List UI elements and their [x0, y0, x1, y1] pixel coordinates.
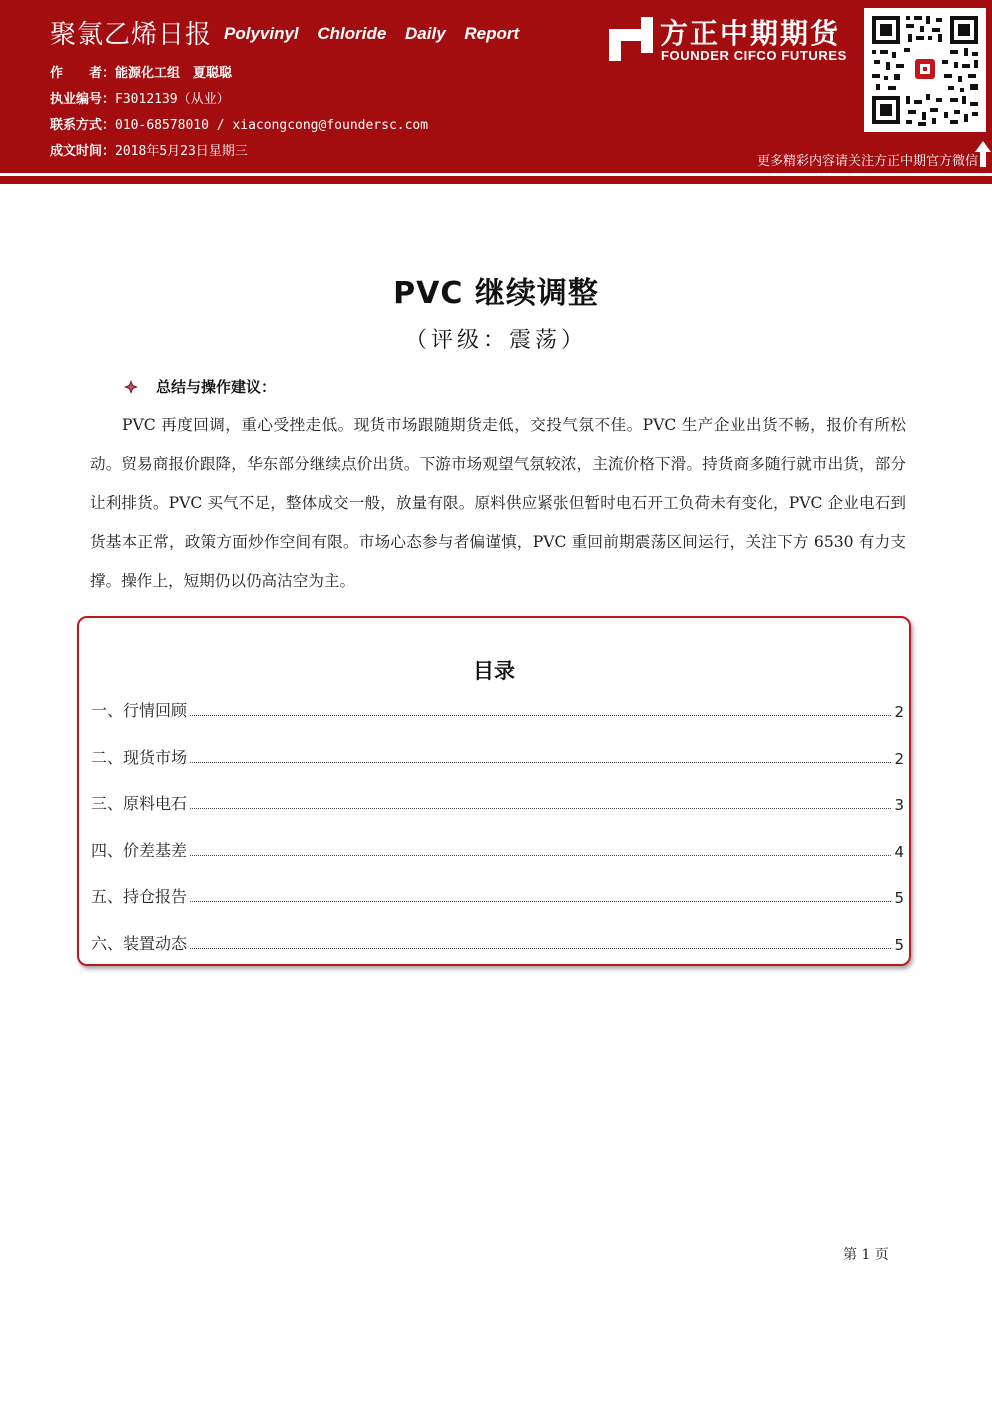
- arrow-up-icon: [974, 140, 992, 168]
- summary-paragraph: PVC 再度回调，重心受挫走低。现货市场跟随期货走低，交投气氛不佳。PVC 生产企业出货不畅，报价有所松动。贸易商报价跟降，华东部分继续点价出货。下游市场观望气氛较浓，主流价格下滑。持货商多随行就市出货，部分让利排货。PVC 买气不足，整体成交一般，放量有限。原料供应紧张但暂时电石开工负荷未有变化，PVC 企业电石到货基本正常，政策方面炒作空间有限。市场心态参与者偏谨慎，PVC 重回前期震荡区间运行，关注下方 6530 有力支撑。操作上，短期仍以仍高沽空为主。: [90, 416, 906, 590]
- toc-item-label: 六、装置动态: [91, 934, 188, 953]
- toc-item-label: 五、持仓报告: [91, 887, 188, 906]
- summary-heading-text: 总结与操作建议：: [156, 378, 277, 396]
- rating-label: （评级：震荡）: [404, 328, 587, 353]
- toc-item-page: 3: [894, 796, 904, 814]
- toc-title: 目录: [473, 659, 515, 683]
- toc-item-page: 2: [894, 750, 904, 768]
- diamond-bullet-icon: [124, 380, 138, 394]
- author-label: 作 者：: [50, 66, 116, 81]
- license-line: [50, 88, 230, 107]
- follow-wechat-text: 更多精彩内容请关注方正中期官方微信: [756, 154, 978, 169]
- founder-logo-icon: [603, 15, 653, 65]
- date-line: [50, 140, 248, 159]
- report-title-en: Polyvinyl Chloride Daily Report: [224, 24, 520, 43]
- table-of-contents: [77, 616, 911, 966]
- toc-item-label: 一、行情回顾: [91, 701, 188, 720]
- toc-item-page: 5: [894, 936, 904, 954]
- page-title: PVC 继续调整: [393, 276, 599, 311]
- license-label: 执业编号：: [50, 92, 116, 107]
- toc-item[interactable]: [91, 744, 904, 768]
- toc-item-label: 四、价差基差: [91, 841, 188, 860]
- contact-label: 联系方式：: [50, 118, 116, 133]
- toc-leader-dots: [190, 761, 891, 763]
- logo-text-en: FOUNDER CIFCO FUTURES: [661, 48, 847, 63]
- license-value: F3012139（从业）: [115, 92, 230, 107]
- logo-text-cn: 方正中期期货: [660, 17, 841, 50]
- contact-value[interactable]: 010-68578010 / xiacongcong@foundersc.com: [115, 118, 429, 133]
- toc-item[interactable]: [91, 790, 904, 814]
- author-line: [50, 62, 232, 81]
- toc-item-page: 5: [894, 889, 904, 907]
- toc-item-page: 2: [894, 703, 904, 721]
- toc-item-page: 4: [894, 843, 904, 861]
- toc-leader-dots: [190, 854, 891, 856]
- toc-leader-dots: [190, 807, 891, 809]
- toc-leader-dots: [190, 900, 891, 902]
- toc-leader-dots: [190, 947, 891, 949]
- toc-item[interactable]: [91, 883, 904, 907]
- report-header: [0, 0, 992, 170]
- author-value: 能源化工组 夏聪聪: [115, 66, 233, 81]
- toc-leader-dots: [190, 714, 891, 716]
- contact-line: [50, 114, 428, 133]
- toc-item[interactable]: [91, 930, 904, 954]
- page-number: 第 1 页: [843, 1247, 889, 1263]
- date-value: 2018年5月23日星期三: [115, 144, 248, 159]
- wechat-qr-code-icon: [864, 8, 986, 132]
- summary-heading: [124, 376, 276, 397]
- toc-item[interactable]: [91, 697, 904, 721]
- toc-item-label: 三、原料电石: [91, 794, 188, 813]
- date-label: 成文时间：: [50, 144, 116, 159]
- header-divider-thick: [0, 176, 992, 184]
- toc-item[interactable]: [91, 837, 904, 861]
- report-title-cn: 聚氯乙烯日报: [50, 20, 213, 50]
- toc-item-label: 二、现货市场: [91, 748, 188, 767]
- header-divider: [0, 170, 992, 173]
